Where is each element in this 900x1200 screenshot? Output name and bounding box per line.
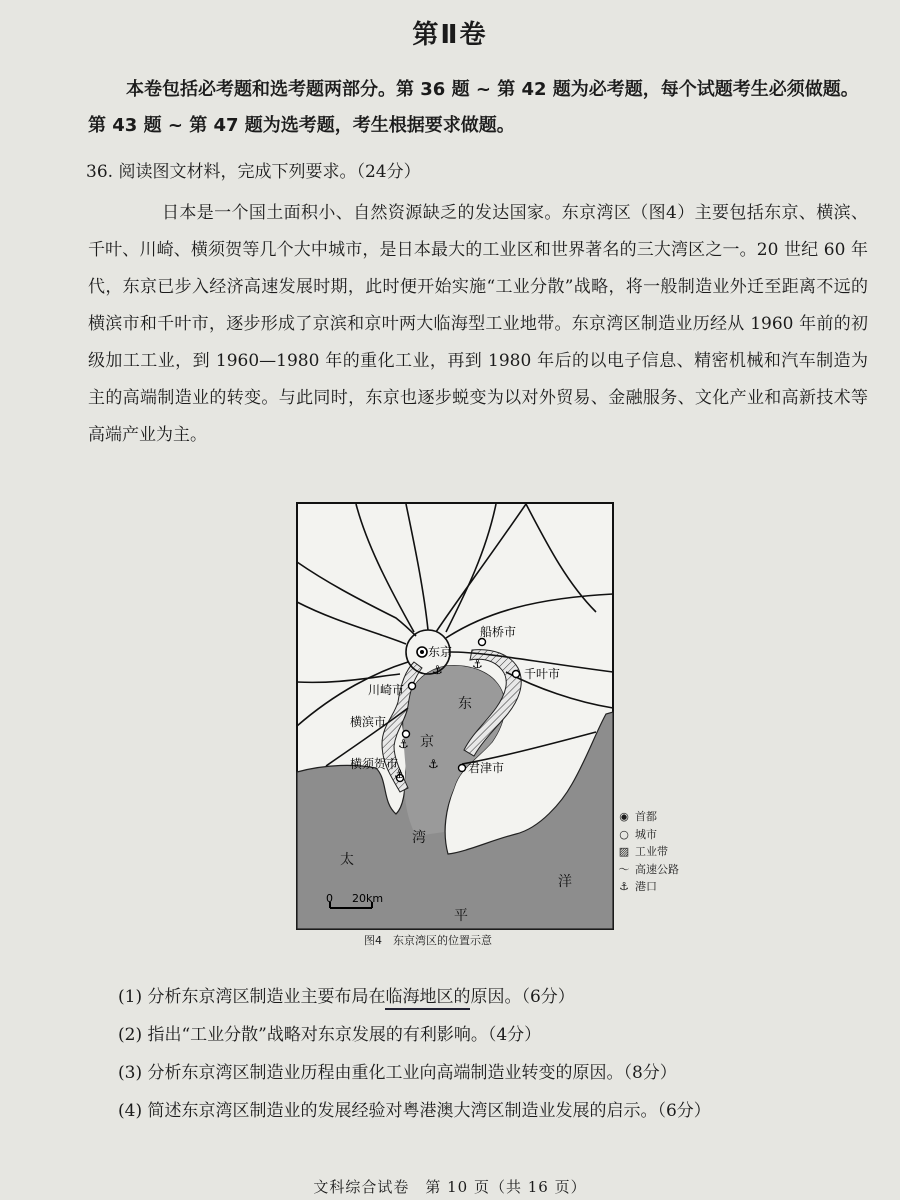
label-kawasaki: 川崎市	[368, 683, 405, 697]
label-tokyo: 东京	[428, 645, 453, 659]
scale-zero: 0	[326, 892, 333, 905]
subquestion-1-underlined: 临海地区的	[385, 987, 470, 1010]
label-ocean-1: 太	[340, 852, 354, 868]
figure-caption: 图4 东京湾区的位置示意	[364, 934, 492, 947]
city-icon: ○	[619, 827, 629, 841]
highway-icon: 〜	[618, 862, 630, 876]
tokyo-bay-map	[296, 502, 614, 930]
label-bay-1: 东	[458, 696, 472, 712]
label-yokohama: 横滨市	[350, 715, 387, 729]
port-marker: ⚓	[394, 767, 405, 781]
label-bay-3: 湾	[412, 830, 426, 846]
subquestion-1-suffix: 原因。（6分）	[470, 987, 575, 1007]
port-marker: ⚓	[398, 737, 409, 751]
map-legend	[616, 808, 679, 896]
legend-label: 首都	[635, 810, 657, 823]
question-36-title: 36. 阅读图文材料，完成下列要求。（24分）	[86, 162, 421, 182]
legend-label: 工业带	[635, 845, 668, 858]
city-kisarazu-marker	[459, 765, 466, 772]
city-chiba-marker	[513, 671, 520, 678]
port-marker: ⚓	[428, 757, 439, 771]
scale-label: 20km	[352, 892, 384, 905]
anchor-icon: ⚓	[619, 880, 629, 893]
legend-item-highway	[616, 861, 679, 879]
subquestion-2: (2) 指出“工业分散”战略对东京发展的有利影响。（4分）	[118, 1025, 542, 1045]
subquestion-3: (3) 分析东京湾区制造业历程由重化工业向高端制造业转变的原因。（8分）	[118, 1063, 677, 1083]
label-yokosuka: 横须贺市	[350, 757, 399, 771]
label-chiba: 千叶市	[524, 667, 561, 681]
subquestion-4: (4) 简述东京湾区制造业的发展经验对粤港澳大湾区制造业发展的启示。（6分）	[118, 1101, 711, 1121]
label-kisarazu: 君津市	[468, 761, 505, 775]
capital-icon: ◉	[619, 810, 629, 823]
label-ocean-3: 洋	[558, 874, 572, 890]
label-bay-2: 京	[420, 734, 434, 750]
legend-item-city	[616, 826, 679, 844]
question-36-material: 日本是一个国土面积小、自然资源缺乏的发达国家。东京湾区（图4）主要包括东京、横滨、千叶、川崎、横须贺等几个大中城市，是日本最大的工业区和世界著名的三大湾区之一。20 世纪 60 年代，东京已步入经济高速发展时期，此时便开始实施“工业分散”战略，将一般制造业外迁至距离不远的横滨市和千叶市，逐步形成了京滨和京叶两大临海型工业地带。东京湾区制造业历经从 1960 年前的初级加工工业，到 1960—1980 年的重化工业，再到 1980 年后的以电子信息、精密机械和汽车制造为主的高端制造业的转变。与此同时，东京也逐步蜕变为以对外贸易、金融服务、文化产业和高新技术等高端产业为主。	[88, 203, 868, 445]
legend-item-industrial-belt	[616, 843, 679, 861]
hatch-icon: ▨	[618, 845, 630, 858]
legend-label: 港口	[635, 880, 657, 893]
legend-label: 城市	[635, 827, 657, 841]
port-marker: ⚓	[472, 657, 483, 671]
port-marker: ⚓	[432, 663, 443, 677]
section-intro: 本卷包括必考题和选考题两部分。第 36 题 ~ 第 42 题为必考题，每个试题考生必须做题。第 43 题 ~ 第 47 题为选考题，考生根据要求做题。	[88, 79, 859, 136]
city-kawasaki-marker	[409, 683, 416, 690]
subquestion-1	[118, 982, 575, 1007]
legend-item-port	[616, 878, 679, 896]
page-footer: 文科综合试卷 第 10 页（共 16 页）	[313, 1178, 587, 1196]
city-funabashi-marker	[479, 639, 486, 646]
section-heading: 第Ⅱ卷	[412, 20, 488, 50]
legend-item-capital	[616, 808, 679, 826]
label-ocean-2: 平	[454, 908, 468, 924]
label-funabashi: 船桥市	[480, 625, 517, 639]
subquestion-1-prefix: (1) 分析东京湾区制造业主要布局在	[118, 987, 386, 1007]
legend-label: 高速公路	[635, 862, 679, 876]
